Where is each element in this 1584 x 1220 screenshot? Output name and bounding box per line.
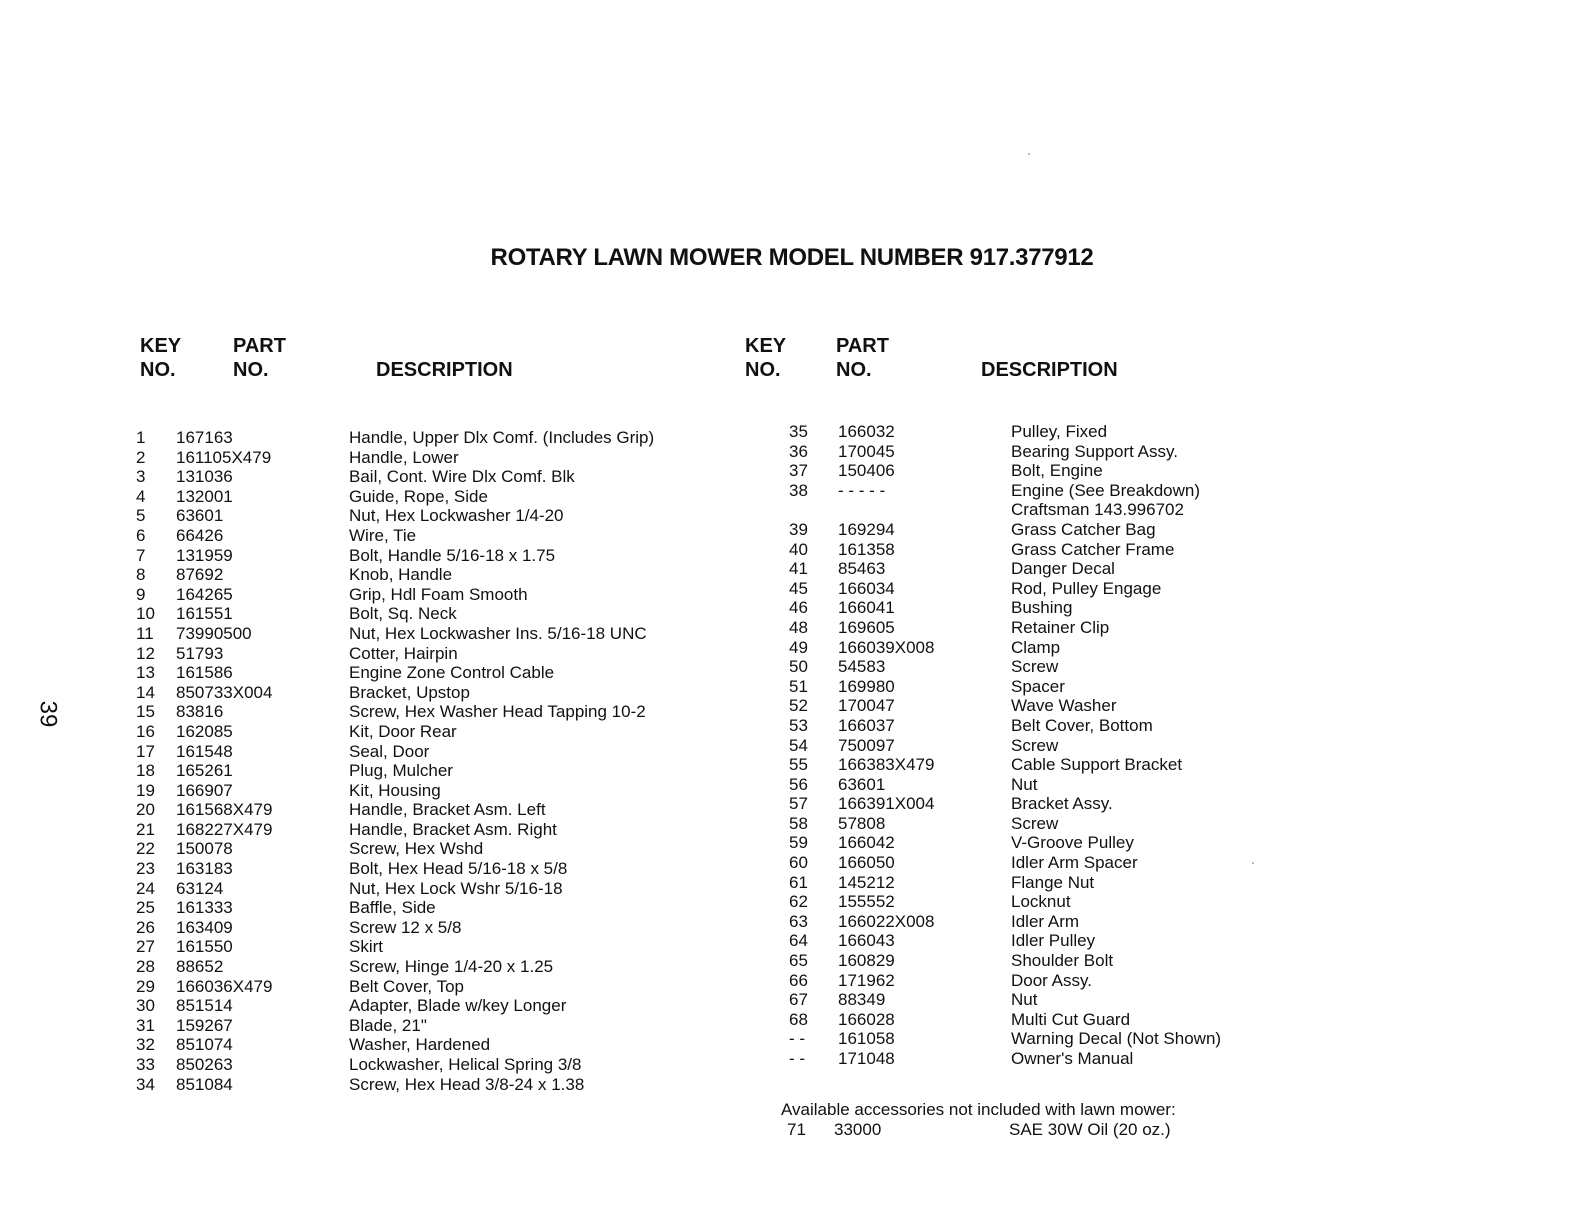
key-no: 5 [136,506,146,526]
part-description: Engine (See Breakdown) [1011,480,1201,500]
part-row [0,873,1584,893]
key-no: 21 [136,819,155,839]
part-description: Skirt [349,937,383,957]
header-key-left [140,334,181,382]
part-description: Bail, Cont. Wire Dlx Comf. Blk [349,467,575,487]
part-row [0,638,1584,658]
key-no: 9 [136,584,146,604]
part-row [0,1029,1584,1049]
part-row [0,794,1584,814]
part-row [0,540,1584,560]
part-description: Owner's Manual [1011,1049,1134,1068]
part-description: Lockwasher, Helical Spring 3/8 [349,1055,582,1074]
part-description: Handle, Bracket Asm. Left [349,800,546,820]
part-description: Idler Arm Spacer [1011,853,1138,873]
key-no: 32 [136,1035,155,1055]
part-description: Nut [1011,774,1038,794]
part-no: 168227X479 [176,819,273,839]
key-no: 55 [789,755,808,775]
part-no: 166041 [838,598,895,618]
key-no: - - [789,1049,806,1068]
part-description: Plug, Mulcher [349,761,453,781]
part-row [0,618,1584,638]
part-no: 155552 [838,892,895,912]
key-no: 20 [136,800,155,820]
key-no: 29 [136,976,155,996]
key-no: 11 [136,623,154,643]
part-no: 161058 [838,1029,895,1049]
key-no: 7 [136,545,146,565]
part-no: 163409 [176,917,233,937]
part-no: 166042 [838,833,895,853]
header-key-right [745,334,786,382]
part-description: Seal, Door [349,741,430,761]
key-no: 23 [136,859,155,879]
part-no: 169980 [838,676,895,696]
part-row [0,677,1584,697]
part-no: 166028 [838,1009,895,1029]
part-row [0,1049,1584,1069]
key-no: 19 [136,780,155,800]
key-no: 46 [789,598,808,618]
key-no: 58 [789,813,808,833]
part-description: Locknut [1011,892,1071,912]
key-no: 34 [136,1074,155,1094]
header-part-left [233,334,286,382]
part-no: 851514 [176,996,233,1016]
part-description: Door Assy. [1011,970,1092,990]
key-no: 35 [789,422,808,441]
part-no: 161105X479 [176,447,272,467]
part-description: Nut, Hex Lockwasher 1/4-20 [349,506,564,526]
part-description: Guide, Rope, Side [349,486,488,506]
part-description: Adapter, Blade w/key Longer [349,996,567,1016]
part-description: Screw [1011,657,1059,677]
page-number: 39 [34,700,62,728]
part-no: 171962 [838,970,895,990]
header-key-no-label: NO. [140,359,176,381]
part-no: 161551 [176,604,233,624]
key-no: 6 [136,525,146,545]
part-no: - - - - - [838,480,886,500]
part-no: 85463 [838,559,886,579]
part-no: 161333 [176,898,233,918]
part-no: 166032 [838,422,895,441]
part-no: 87692 [176,565,224,585]
part-description: Belt Cover, Bottom [1011,715,1153,735]
key-no: 63 [789,911,808,931]
part-description: Screw, Hinge 1/4-20 x 1.25 [349,957,554,977]
part-no: 63124 [176,878,224,898]
part-no: 161586 [176,663,233,683]
part-description: Screw, Hex Wshd [349,839,484,859]
part-description: Handle, Upper Dlx Comf. (Includes Grip) [349,428,655,447]
part-description: Wave Washer [1011,696,1117,716]
key-no: 18 [136,761,155,781]
part-no: 161548 [176,741,233,761]
header-description-right: DESCRIPTION [981,359,1118,381]
key-no: 38 [789,480,808,500]
part-row [0,1075,760,1095]
key-no: 15 [136,702,155,722]
part-no: 51793 [176,643,224,663]
key-no: 33 [136,1055,155,1074]
header-part-no-label: NO. [836,359,872,381]
accessories-note: Available accessories not included with lawn mower: [781,1100,1176,1119]
part-description: Nut, Hex Lock Wshr 5/16-18 [349,878,563,898]
key-no: 51 [789,676,808,696]
part-row [0,657,1584,677]
part-description: Warning Decal (Not Shown) [1011,1029,1222,1049]
part-description: Belt Cover, Top [349,976,464,996]
part-description: Rod, Pulley Engage [1011,578,1162,598]
part-no: 166391X004 [838,794,935,814]
part-no: 54583 [838,657,886,677]
part-no: 132001 [176,486,233,506]
key-no: 68 [789,1009,808,1029]
part-no: 166039X008 [838,637,935,657]
part-no: 166036X479 [176,976,273,996]
key-no: 27 [136,937,155,957]
part-description: Flange Nut [1011,872,1095,892]
part-no: 161550 [176,937,233,957]
accessory-part: 33000 [834,1120,882,1139]
part-description-line2: Craftsman 143.996702 [1011,500,1184,520]
key-no: 8 [136,565,146,585]
part-row [0,559,1584,579]
part-no: 131959 [176,545,233,565]
part-row [0,696,1584,716]
key-no: 53 [789,715,808,735]
part-description: Bolt, Hex Head 5/16-18 x 5/8 [349,859,568,879]
part-row [0,461,1584,481]
accessory-description: SAE 30W Oil (20 oz.) [1009,1120,1171,1139]
part-no: 171048 [838,1049,895,1068]
key-no: 48 [789,617,808,637]
header-part-label: PART [836,335,889,357]
header-part-no-label: NO. [233,359,269,381]
key-no: 3 [136,467,146,487]
key-no: 64 [789,931,808,951]
part-no: 166043 [838,931,895,951]
key-no: 16 [136,721,155,741]
part-description: Bolt, Sq. Neck [349,604,457,624]
part-description: Handle, Lower [349,447,459,467]
part-no: 150406 [838,461,895,481]
part-row [0,775,1584,795]
part-no: 850733X004 [176,682,273,702]
part-no: 167163 [176,428,233,447]
part-no: 88349 [838,990,886,1010]
key-no: 17 [136,741,155,761]
part-description: Spacer [1011,676,1065,696]
part-no: 166022X008 [838,911,935,931]
parts-list-right [0,422,1584,1069]
part-description: Cotter, Hairpin [349,643,458,663]
part-description: Kit, Door Rear [349,721,457,741]
key-no: - - [789,1029,806,1049]
part-description: Bracket Assy. [1011,794,1113,814]
part-description: Knob, Handle [349,565,453,585]
part-row [0,598,1584,618]
key-no: 31 [136,1015,155,1035]
part-no: 170047 [838,696,895,716]
part-no: 166050 [838,853,895,873]
part-no: 145212 [838,872,895,892]
part-no: 169294 [838,519,895,539]
part-no: 63601 [176,506,224,526]
part-row [0,951,1584,971]
part-no: 88652 [176,957,224,977]
part-description: Clamp [1011,637,1061,657]
part-description: Screw, Hex Head 3/8-24 x 1.38 [349,1074,585,1094]
part-description: Nut, Hex Lockwasher Ins. 5/16-18 UNC [349,623,647,643]
key-no: 14 [136,682,155,702]
scan-speck [1252,862,1254,864]
key-no: 49 [789,637,808,657]
part-description: Bolt, Engine [1011,461,1103,481]
key-no: 40 [789,539,808,559]
part-description: Nut [1011,990,1038,1010]
header-description-left: DESCRIPTION [376,359,513,381]
part-description: V-Groove Pulley [1011,833,1134,853]
key-no: 12 [136,643,155,663]
part-no: 57808 [838,813,886,833]
part-row [0,716,1584,736]
part-row [0,442,1584,462]
part-description: Screw [1011,813,1059,833]
part-row [0,422,1584,442]
scan-speck [1028,153,1030,155]
key-no: 50 [789,657,808,677]
part-no: 63601 [838,774,886,794]
part-no: 165261 [176,761,233,781]
part-no: 131036 [176,467,233,487]
part-row [0,990,1584,1010]
part-description: Idler Arm [1011,911,1080,931]
key-no: 41 [789,559,808,579]
key-no: 24 [136,878,155,898]
part-description: Baffle, Side [349,898,436,918]
key-no: 13 [136,663,155,683]
key-no: 26 [136,917,155,937]
part-no: 83816 [176,702,224,722]
part-description: Bushing [1011,598,1073,618]
part-row [0,755,1584,775]
key-no: 60 [789,853,808,873]
part-row [0,736,1584,756]
part-description: Grass Catcher Frame [1011,539,1175,559]
part-description: Pulley, Fixed [1011,422,1108,441]
part-row [0,814,1584,834]
part-description: Grass Catcher Bag [1011,519,1156,539]
part-description: Handle, Bracket Asm. Right [349,819,557,839]
key-no: 62 [789,892,808,912]
header-part-label: PART [233,335,286,357]
key-no: 25 [136,898,155,918]
header-key-no-label: NO. [745,359,781,381]
part-row [0,481,1584,501]
key-no: 36 [789,441,808,461]
part-no: 161358 [838,539,895,559]
part-row [0,1010,1584,1030]
part-no: 851074 [176,1035,233,1055]
part-no: 159267 [176,1015,233,1035]
part-no: 164265 [176,584,233,604]
part-no: 850263 [176,1055,233,1074]
part-row-continuation [0,500,1584,520]
key-no: 22 [136,839,155,859]
part-row [0,520,1584,540]
part-description: Shoulder Bolt [1011,951,1114,971]
part-row [0,892,1584,912]
part-row [0,853,1584,873]
key-no: 45 [789,578,808,598]
part-description: Multi Cut Guard [1011,1009,1131,1029]
key-no: 59 [789,833,808,853]
part-no: 161568X479 [176,800,273,820]
key-no: 54 [789,735,808,755]
part-no: 166907 [176,780,233,800]
part-row [0,931,1584,951]
part-description: Screw 12 x 5/8 [349,917,462,937]
page-title: ROTARY LAWN MOWER MODEL NUMBER 917.377912 [490,244,1094,271]
part-no: 170045 [838,441,895,461]
part-description: Cable Support Bracket [1011,755,1183,775]
key-no: 65 [789,951,808,971]
part-description: Wire, Tie [349,525,417,545]
key-no: 4 [136,486,146,506]
part-no: 73990500 [176,623,252,643]
header-key-label: KEY [140,335,182,357]
header-key-label: KEY [745,335,787,357]
part-row [0,912,1584,932]
part-no: 166034 [838,578,895,598]
key-no: 1 [136,428,146,447]
key-no: 66 [789,970,808,990]
accessory-key: 71 [787,1120,806,1139]
part-description: Bolt, Handle 5/16-18 x 1.75 [349,545,556,565]
key-no: 39 [789,519,808,539]
part-no: 162085 [176,721,233,741]
key-no: 67 [789,990,808,1010]
part-no: 66426 [176,525,224,545]
part-description: Blade, 21" [349,1015,427,1035]
key-no: 37 [789,461,808,481]
part-description: Screw [1011,735,1059,755]
part-no: 163183 [176,859,233,879]
part-description: Grip, Hdl Foam Smooth [349,584,528,604]
part-row [0,579,1584,599]
part-no: 169605 [838,617,895,637]
key-no: 30 [136,996,155,1016]
part-no: 160829 [838,951,895,971]
key-no: 2 [136,447,146,467]
part-no: 150078 [176,839,233,859]
part-description: Washer, Hardened [349,1035,491,1055]
part-description: Kit, Housing [349,780,441,800]
part-description: Danger Decal [1011,559,1115,579]
part-no: 166037 [838,715,895,735]
part-description: Engine Zone Control Cable [349,663,555,683]
part-description: Retainer Clip [1011,617,1110,637]
part-description: Idler Pulley [1011,931,1096,951]
part-no: 750097 [838,735,895,755]
key-no: 61 [789,872,808,892]
part-row [0,971,1584,991]
part-no: 851084 [176,1074,233,1094]
part-description: Bracket, Upstop [349,682,470,702]
part-description: Screw, Hex Washer Head Tapping 10-2 [349,702,646,722]
key-no: 57 [789,794,808,814]
key-no: 28 [136,957,155,977]
header-part-right [836,334,889,382]
key-no: 52 [789,696,808,716]
part-row [0,833,1584,853]
key-no: 10 [136,604,155,624]
part-description: Bearing Support Assy. [1011,441,1178,461]
part-no: 166383X479 [838,755,935,775]
key-no: 56 [789,774,808,794]
